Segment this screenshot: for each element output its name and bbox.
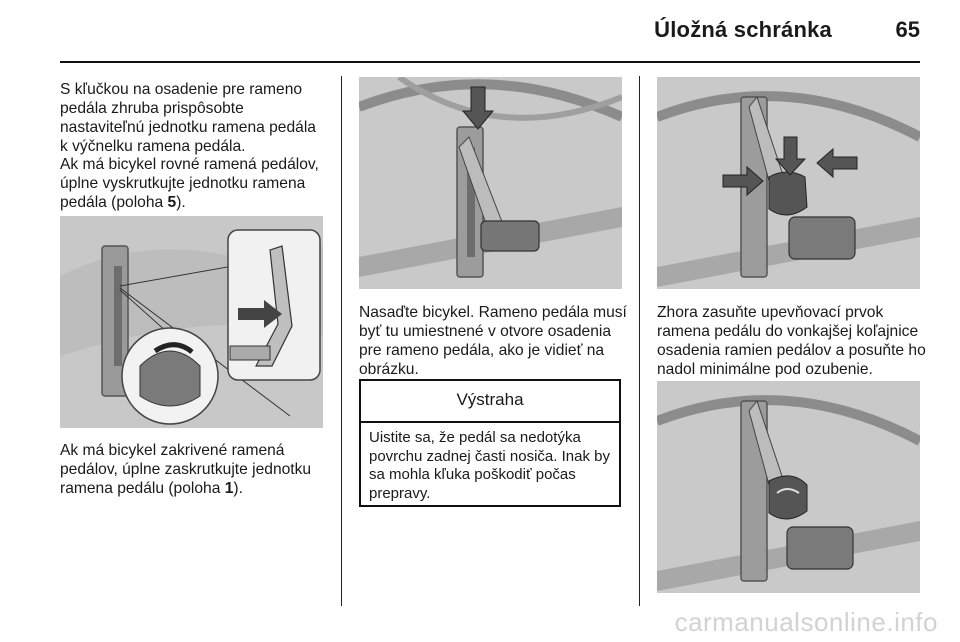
watermark: carmanualsonline.info bbox=[674, 607, 938, 637]
fastening-position-illustration bbox=[657, 381, 920, 593]
header-rule bbox=[60, 61, 920, 63]
bicycle-mounting-illustration bbox=[359, 77, 622, 289]
warning-text: Uistite sa, že pedál sa nedotýka povrchu zadnej časti nosiča. Inak by sa mohla kľuka poškodiť počas prepravy. bbox=[369, 429, 610, 502]
column-divider-2 bbox=[639, 76, 640, 606]
fastening-element-drawing bbox=[657, 77, 920, 289]
section-title: Úložná schránka bbox=[654, 17, 832, 42]
instruction-paragraph: Zhora zasuňte upevňovací prvok ramena pedálu do vonkajšej koľajnice osadenia ramien pedálov a posuňte ho nadol minimálne pod ozubenie. bbox=[657, 304, 926, 378]
pedal-arm-unit-drawing bbox=[60, 216, 323, 428]
warning-box bbox=[359, 379, 621, 507]
instruction-paragraph: Nasaďte bicykel. Rameno pedála musí byť tu umiestnené v otvore osadenia pre rameno pedála, ako je vidieť na obrázku. bbox=[359, 304, 627, 378]
fastening-position-drawing bbox=[657, 381, 920, 593]
page-number: 65 bbox=[895, 17, 920, 42]
pedal-arm-unit-illustration bbox=[60, 216, 323, 428]
instruction-paragraph: Ak má bicykel rovné ramená pedálov, úplne vyskrutkujte jednotku ramena pedála (poloha 5). bbox=[60, 156, 319, 211]
column-divider-1 bbox=[341, 76, 342, 606]
bicycle-mounting-drawing bbox=[359, 77, 622, 289]
instruction-paragraph: Ak má bicykel zakrivené ramená pedálov, úplne zaskrutkujte jednotku ramena pedálu (poloha 1). bbox=[60, 442, 312, 497]
instruction-paragraph: S kľučkou na osadenie pre rameno pedála zhruba prispôsobte nastaviteľnú jednotku ramena pedála k výčnelku ramena pedála. bbox=[60, 81, 316, 155]
fastening-element-illustration bbox=[657, 77, 920, 289]
warning-title: Výstraha bbox=[361, 381, 619, 423]
